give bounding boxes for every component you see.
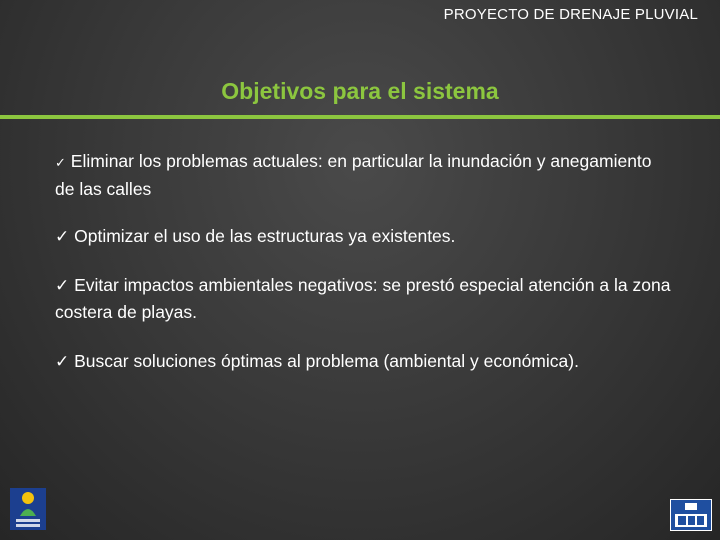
- bullet-item-3: [55, 272, 675, 325]
- bullet-item-2: [55, 223, 675, 250]
- bullet-text: Optimizar el uso de las estructuras ya existentes.: [74, 226, 456, 246]
- title-divider: [0, 115, 720, 119]
- slide-title: Objetivos para el sistema: [221, 78, 499, 104]
- ose-logo-icon: [670, 499, 712, 531]
- bullet-text: Evitar impactos ambientales negativos: se prestó especial atención a la zona costera de playas.: [55, 275, 671, 322]
- bullet-item-1: [55, 148, 675, 202]
- checkmark-icon: ✓: [55, 352, 70, 371]
- bullet-text: Eliminar los problemas actuales: en particular la inundación y anegamiento de las calles: [55, 151, 652, 199]
- checkmark-icon: ✓: [55, 155, 66, 170]
- checkmark-icon: ✓: [55, 227, 70, 246]
- bullet-item-4: [55, 348, 675, 375]
- comuna-logo-icon: [10, 488, 46, 530]
- bullet-text: Buscar soluciones óptimas al problema (ambiental y económica).: [74, 351, 579, 371]
- checkmark-icon: ✓: [55, 276, 70, 295]
- header-title: PROYECTO DE DRENAJE PLUVIAL: [443, 6, 698, 23]
